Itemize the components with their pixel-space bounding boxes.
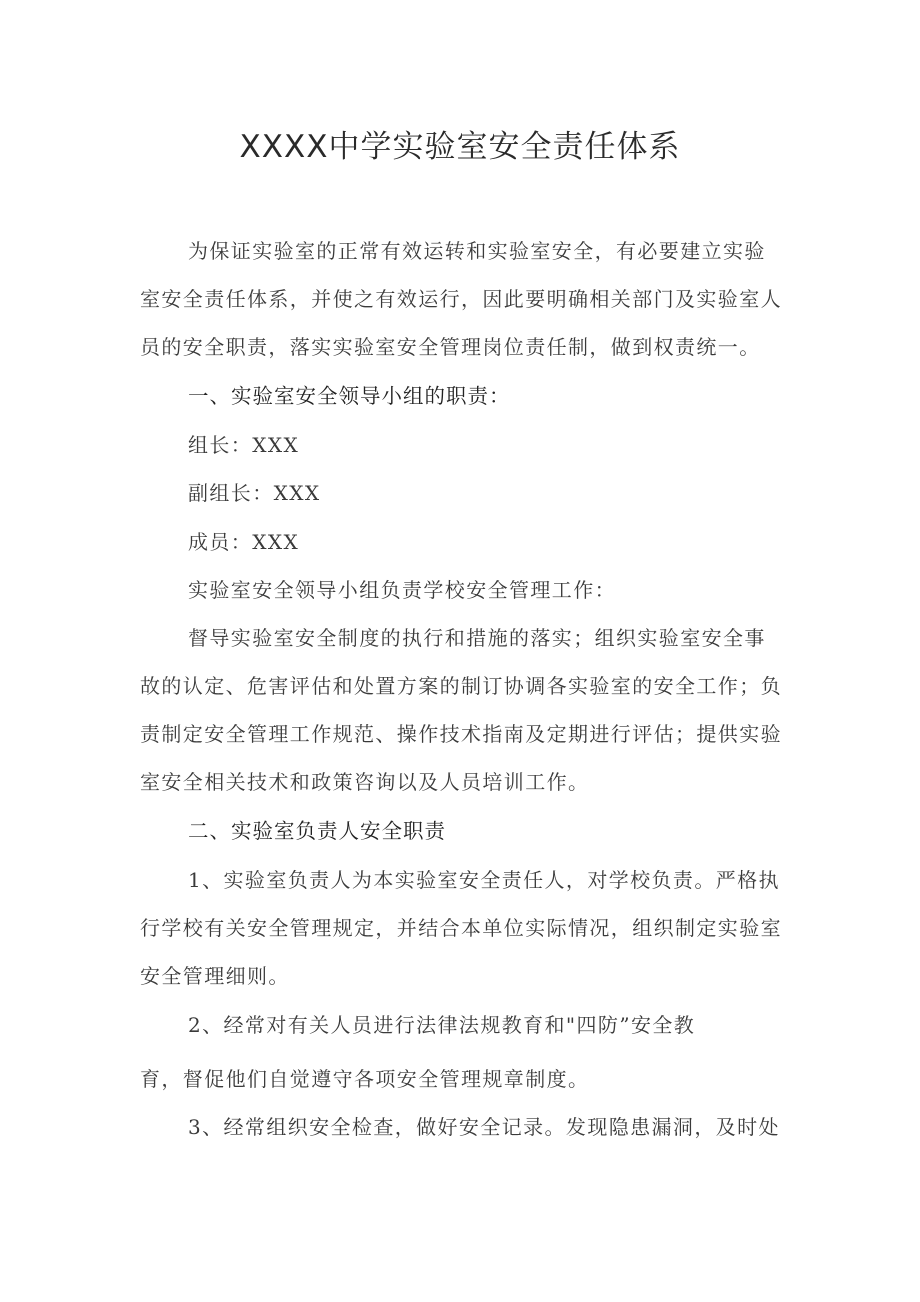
- document-title: XXXX中学实验室安全责任体系: [239, 129, 681, 165]
- section-2-item-3: 3、经常组织安全检查，做好安全记录。发现隐患漏洞，及时处: [188, 1115, 780, 1139]
- members-line: 成员：XXX: [188, 530, 300, 554]
- section-2-heading: 二、实验室负责人安全职责: [188, 819, 446, 843]
- leader-line: 组长：XXX: [188, 433, 300, 457]
- group-duties-paragraph: 督导实验室安全制度的执行和措施的落实；组织实验室安全事故的认定、危害评估和处置方案的制订协调各实验室的安全工作；负责制定安全管理工作规范、操作技术指南及定期进行评估；提供实验室安全相关技术和政策咨询以及人员培训工作。: [140, 626, 782, 794]
- section-2-item-2-line-2: 育，督促他们自觉遵守各项安全管理规章制度。: [140, 1067, 590, 1091]
- section-2-item-2-line-1: 2、经常对有关人员进行法律法规教育和"四防”安全教: [188, 1013, 696, 1037]
- section-1-heading: 一、实验室安全领导小组的职责：: [188, 384, 511, 408]
- group-responsibility-line: 实验室安全领导小组负责学校安全管理工作：: [188, 578, 616, 602]
- deputy-leader-line: 副组长：XXX: [188, 481, 321, 505]
- section-2-item-1: 1、实验室负责人为本实验室安全责任人，对学校负责。严格执行学校有关安全管理规定，并结合本单位实际情况，组织制定实验室安全管理细则。: [140, 868, 782, 988]
- intro-paragraph: 为保证实验室的正常有效运转和实验室安全，有必要建立实验室安全责任体系，并使之有效运行，因此要明确相关部门及实验室人员的安全职责，落实实验室安全管理岗位责任制，做到权责统一。: [140, 239, 782, 359]
